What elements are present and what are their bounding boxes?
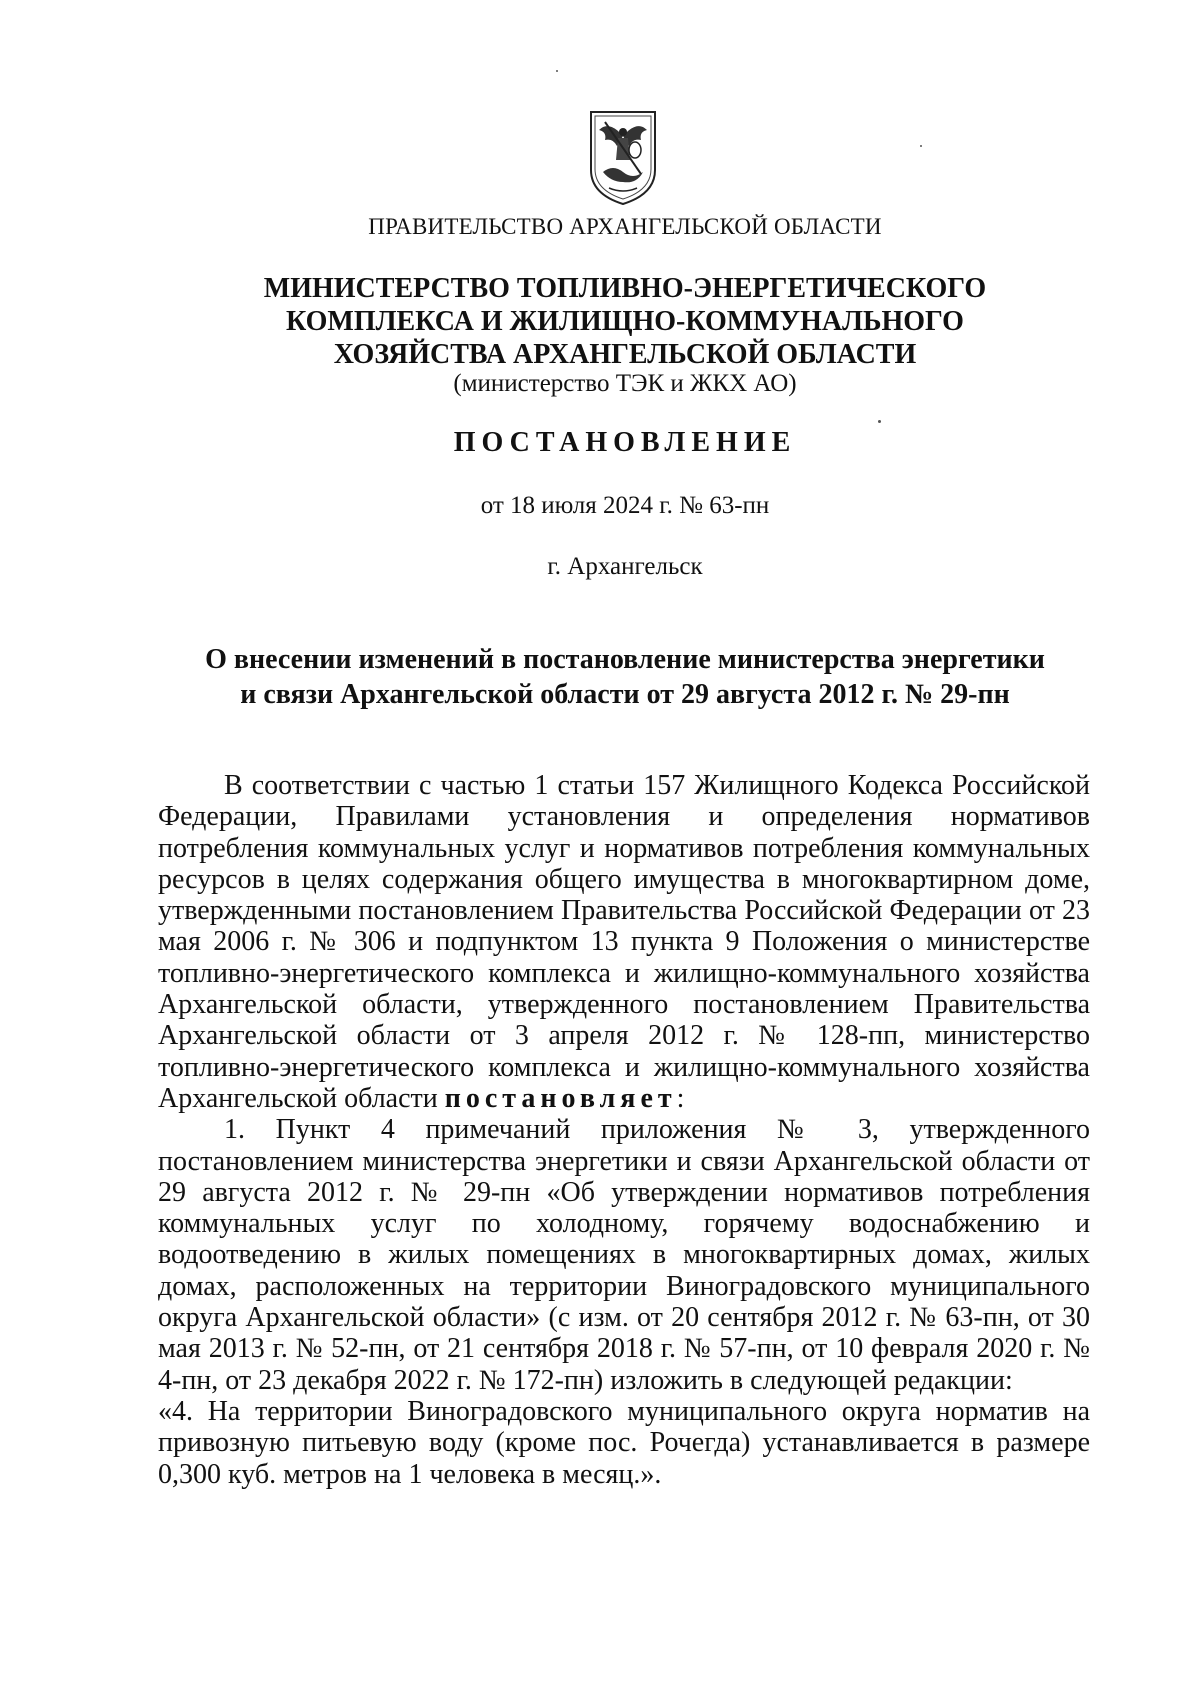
document-type: ПОСТАНОВЛЕНИЕ [453,427,797,458]
document-city: г. Архангельск [547,553,703,580]
document-title-line: О внесении изменений в постановление министерства энергетики [205,644,1045,675]
scan-speck [878,420,881,423]
ministry-name-line: МИНИСТЕРСТВО ТОПЛИВНО-ЭНЕРГЕТИЧЕСКОГО [263,273,987,304]
ministry-name [0,272,1200,371]
document-title-line: и связи Архангельской области от 29 августа 2012 г. № 29-пн [240,679,1010,710]
quoted-amendment-paragraph: «4. На территории Виноградовского муниципального округа норматив на привозную питьевую воду (кроме пос. Рочегда) устанавливается в размере 0,300 куб. метров на 1 человека в месяц.». [158,1395,1090,1490]
government-name: ПРАВИТЕЛЬСТВО АРХАНГЕЛЬСКОЙ ОБЛАСТИ [368,214,882,239]
ministry-short-name: (министерство ТЭК и ЖКХ АО) [453,370,797,397]
document-body [158,770,1090,1490]
ministry-name-line: КОМПЛЕКСА И ЖИЛИЩНО-КОММУНАЛЬНОГО [286,306,964,337]
arkhangelsk-coat-of-arms-icon [585,108,661,208]
document-date-number: от 18 июля 2024 г. № 63-пн [480,492,770,519]
preamble-paragraph [158,770,1090,1114]
preamble-text: В соответствии с частью 1 статьи 157 Жилищного Кодекса Российской Федерации, Правилами установления и определения нормативов потребления коммунальных услуг и нормативов потребления коммунальных ресурсов в целях содержания общего имущества в многоквартирном доме, утвержденными постановлением Правительства Российской Федерации от 23 мая 2006 г. № 306 и подпунктом 13 пункта 9 Положения о министерстве топливно-энергетического комплекса и жилищно-коммунального хозяйства Архангельской области, утвержденного постановлением Правительства Архангельской области от 3 апреля 2012 г. № 128-пп, министерство топливно-энергетического комплекса и жилищно-коммунального хозяйства Архангельской области [158,770,1090,1114]
item-1-paragraph: 1. Пункт 4 примечаний приложения № 3, утвержденного постановлением министерства энергетики и связи Архангельской области от 29 августа 2012 г. № 29-пн «Об утверждении нормативов потребления коммунальных услуг по холодному, горячему водоснабжению и водоотведению в жилых помещениях в многоквартирных домах, жилых домах, расположенных на территории Виноградовского муниципального округа Архангельской области» (с изм. от 20 сентября 2012 г. № 63-пн, от 30 мая 2013 г. № 52-пн, от 21 сентября 2018 г. № 57-пн, от 10 февраля 2020 г. № 4-пн, от 23 декабря 2022 г. № 172-пн) изложить в следующей редакции: [158,1114,1090,1396]
resolves-suffix: : [676,1082,685,1114]
scan-speck [920,145,922,147]
resolves-word: постановляет [444,1082,677,1114]
ministry-name-line: ХОЗЯЙСТВА АРХАНГЕЛЬСКОЙ ОБЛАСТИ [333,339,917,370]
scan-speck [556,70,558,72]
document-title [0,642,1200,712]
